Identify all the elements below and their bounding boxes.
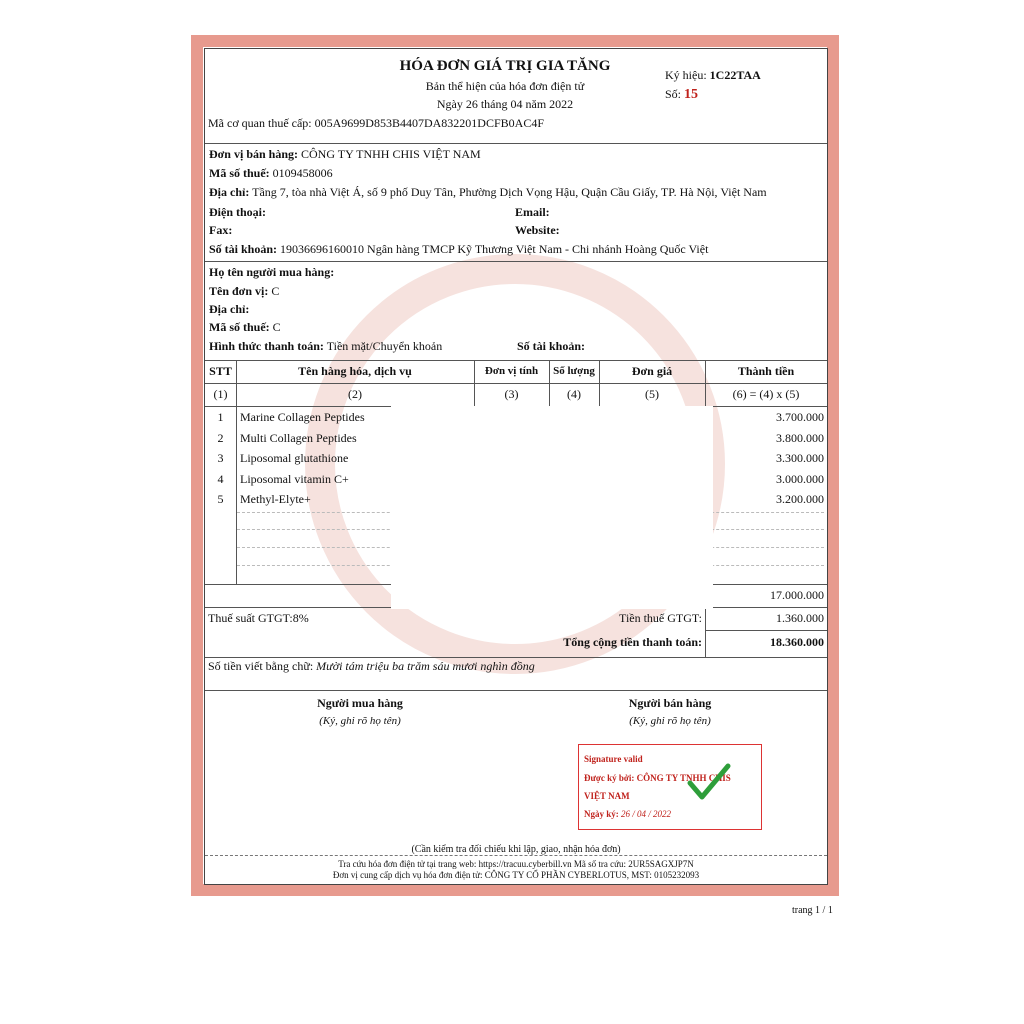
row-stt: 2 (217, 431, 224, 445)
payment-method: Tiền mặt/Chuyển khoản (326, 339, 443, 353)
row-name: Multi Collagen Peptides (240, 431, 357, 445)
vat-label: Tiền thuế GTGT: (619, 611, 702, 625)
seller-account: 19036696160010 Ngân hàng TMCP Kỹ Thương Việt Nam - Chi nhánh Hoàng Quốc Việt (280, 242, 709, 256)
row-amount: 3.300.000 (776, 451, 824, 465)
buyer-signature-title: Người mua hàng (317, 696, 403, 710)
col-header-stt: STT (209, 364, 232, 378)
col-sub-6: (6) = (4) x (5) (732, 387, 800, 401)
payment-method-label: Hình thức thanh toán: (209, 339, 324, 353)
digital-signature-box (578, 744, 762, 830)
lookup-info: Tra cứu hóa đơn điện tử tại trang web: https://tracuu.cyberbill.vn Mã số tra cứu: 2UR5SAGXJP7N (338, 859, 694, 869)
symbol-value: 1C22TAA (709, 68, 761, 82)
seller-signature-note: (Ký, ghi rõ họ tên) (629, 715, 711, 727)
col-header-total: Thành tiền (737, 364, 795, 378)
buyer-unit-row (209, 284, 279, 299)
invoice-symbol (665, 68, 761, 83)
row-name: Liposomal vitamin C+ (240, 472, 349, 486)
check-note: (Cần kiểm tra đối chiếu khi lập, giao, nhận hóa đơn) (411, 844, 621, 855)
vat-rate: Thuế suất GTGT:8% (208, 611, 309, 625)
buyer-person-label: Họ tên người mua hàng: (209, 265, 335, 279)
invoice-title: HÓA ĐƠN GIÁ TRỊ GIA TĂNG (399, 58, 611, 74)
col-sub-4: (4) (567, 387, 581, 401)
invoice-subtitle: Bản thể hiện của hóa đơn điện tử (425, 79, 585, 93)
signed-by-label: Được ký bởi: (584, 773, 635, 783)
signed-by: CÔNG TY TNHH CHIS (636, 773, 731, 783)
seller-fax-label: Fax: (209, 223, 233, 237)
row-amount: 3.800.000 (776, 431, 824, 445)
col-sub-3: (3) (504, 387, 519, 401)
col-sub-2: (2) (348, 387, 362, 401)
seller-tax-code: 0109458006 (272, 166, 333, 180)
invoice-body (204, 48, 828, 885)
buyer-tax-row (209, 320, 281, 335)
seller-signature-title: Người bán hàng (628, 696, 712, 710)
grand-total: 18.360.000 (770, 635, 824, 649)
row-name: Methyl-Elyte+ (240, 492, 311, 506)
amount-in-words: Mười tám triệu ba trăm sáu mươi nghìn đồng (316, 659, 535, 673)
row-stt: 3 (217, 451, 224, 465)
seller-account-row (209, 242, 708, 257)
number-label: Số: (665, 87, 682, 101)
buyer-account-label: Số tài khoản: (517, 339, 586, 353)
seller-email-label: Email: (515, 205, 550, 219)
grand-total-label: Tổng cộng tiền thanh toán: (563, 635, 702, 649)
seller-address-row (209, 185, 767, 200)
seller-name-row (209, 147, 481, 162)
row-amount: 3.700.000 (776, 410, 824, 424)
buyer-address-label: Địa chỉ: (209, 302, 250, 316)
sign-date: 26 / 04 / 2022 (621, 809, 672, 819)
seller-address: Tầng 7, tòa nhà Việt Á, số 9 phố Duy Tân, Phường Dịch Vọng Hậu, Quận Cầu Giấy, TP. Hà Nội, Việt Nam (252, 185, 767, 199)
signed-by-line2: VIỆT NAM (584, 791, 630, 801)
seller-account-label: Số tài khoản: (209, 242, 278, 256)
amount-in-words-row (208, 659, 535, 674)
row-stt: 5 (217, 492, 224, 506)
buyer-unit: C (271, 284, 280, 298)
buyer-tax-label: Mã số thuế: (209, 320, 270, 334)
seller-name-label: Đơn vị bán hàng: (209, 147, 299, 161)
col-header-qty: Số lượng (553, 365, 595, 377)
sign-date-label: Ngày ký: (584, 809, 619, 819)
col-sub-5: (5) (645, 387, 659, 401)
seller-name: CÔNG TY TNHH CHIS VIỆT NAM (301, 147, 481, 161)
col-header-name: Tên hàng hóa, dịch vụ (298, 364, 412, 378)
invoice-date: Ngày 26 tháng 04 năm 2022 (436, 97, 574, 111)
sign-date-row (584, 809, 671, 819)
seller-tax-row (209, 166, 333, 181)
row-name: Liposomal glutathione (240, 451, 349, 465)
seller-phone-label: Điện thoại: (209, 205, 266, 219)
buyer-tax-code: C (272, 320, 281, 334)
col-header-price: Đơn giá (631, 364, 673, 378)
buyer-signature-note: (Ký, ghi rõ họ tên) (319, 715, 401, 727)
row-name: Marine Collagen Peptides (240, 410, 365, 424)
invoice-number (665, 87, 698, 103)
signature-valid: Signature valid (584, 754, 643, 764)
seller-tax-label: Mã số thuế: (209, 166, 270, 180)
seller-address-label: Địa chỉ: (209, 185, 250, 199)
subtotal: 17.000.000 (770, 588, 824, 602)
redaction-block (391, 406, 713, 609)
buyer-unit-label: Tên đơn vị: (209, 284, 269, 298)
row-amount: 3.200.000 (776, 492, 824, 506)
col-sub-1: (1) (213, 387, 228, 401)
row-stt: 4 (217, 472, 224, 486)
seller-website-label: Website: (515, 223, 560, 237)
checkmark-icon (687, 763, 731, 805)
page-number: trang 1 / 1 (792, 905, 833, 916)
col-header-unit: Đơn vị tính (484, 365, 539, 377)
provider-info: Đơn vị cung cấp dịch vụ hóa đơn điện tử: CÔNG TY CỔ PHẦN CYBERLOTUS, MST: 0105232093 (332, 870, 700, 880)
tax-authority-code: Mã cơ quan thuế cấp: 005A9699D853B4407DA832201DCFB0AC4F (208, 116, 544, 130)
payment-method-row (209, 339, 442, 354)
row-stt: 1 (217, 410, 224, 424)
symbol-label: Ký hiệu: (665, 68, 707, 82)
number-value: 15 (684, 87, 699, 102)
vat-amount: 1.360.000 (776, 611, 824, 625)
amount-in-words-label: Số tiền viết bằng chữ: (208, 659, 314, 673)
row-amount: 3.000.000 (776, 472, 824, 486)
